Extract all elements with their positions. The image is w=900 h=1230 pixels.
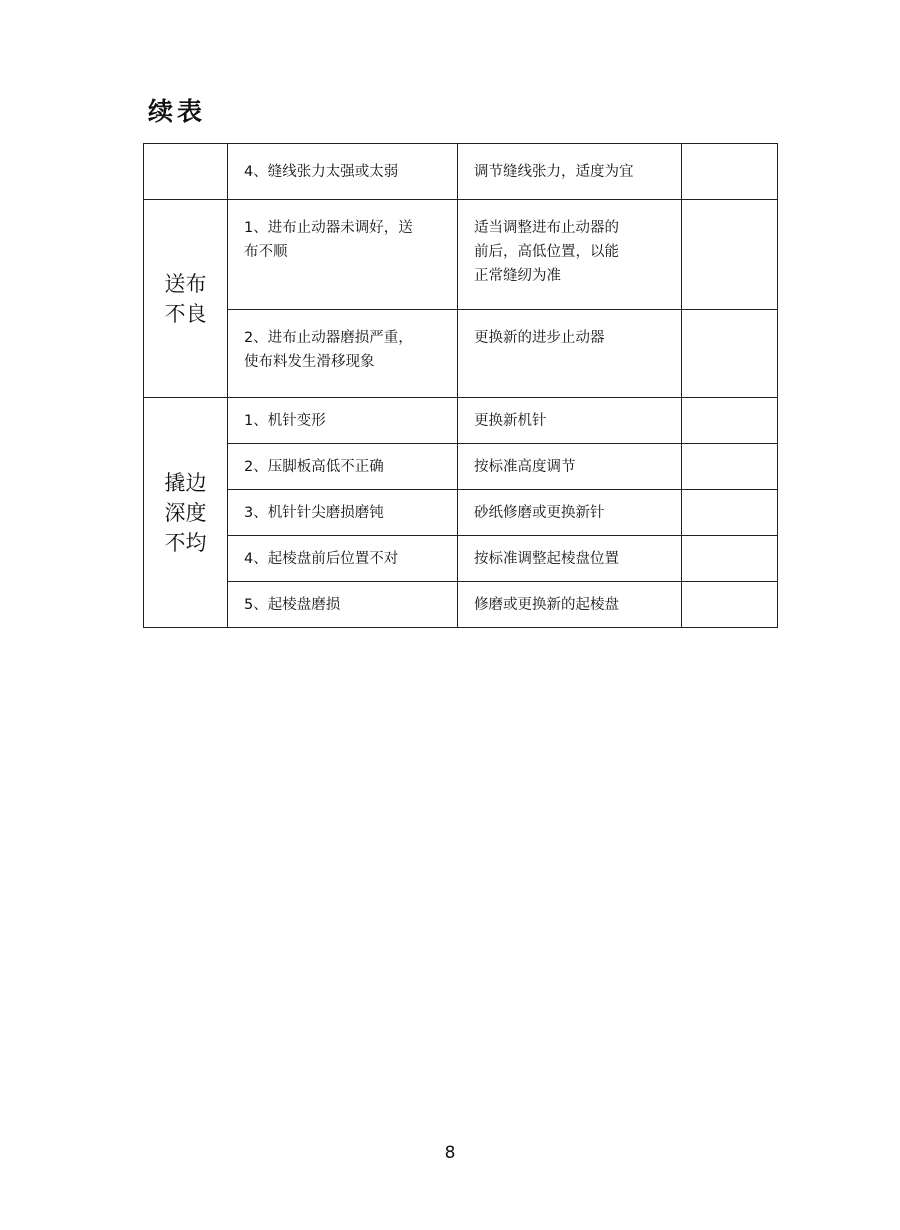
remedy-cell: 按标准高度调节 xyxy=(458,444,682,490)
remedy-cell: 调节缝线张力，适度为宜 xyxy=(458,144,682,200)
remedy-line: 正常缝纫为准 xyxy=(474,268,561,284)
cause-cell: 3、机针针尖磨损磨钝 xyxy=(228,490,458,536)
table-row xyxy=(144,490,778,536)
category-line: 撬边 xyxy=(164,470,207,495)
note-cell xyxy=(682,310,778,398)
remedy-cell: 更换新机针 xyxy=(458,398,682,444)
table-row xyxy=(144,398,778,444)
troubleshooting-table xyxy=(143,143,778,628)
page-number: 8 xyxy=(444,1143,456,1163)
category-cell-empty xyxy=(144,144,228,200)
cause-line: 2、进布止动器磨损严重， xyxy=(244,330,413,346)
note-cell xyxy=(682,200,778,310)
cause-cell: 2、压脚板高低不正确 xyxy=(228,444,458,490)
note-cell xyxy=(682,582,778,628)
remedy-cell: 修磨或更换新的起棱盘 xyxy=(458,582,682,628)
table-row xyxy=(144,310,778,398)
cause-cell: 4、缝线张力太强或太弱 xyxy=(228,144,458,200)
cause-cell: 5、起棱盘磨损 xyxy=(228,582,458,628)
note-cell xyxy=(682,398,778,444)
remedy-line: 适当调整进布止动器的 xyxy=(474,220,619,236)
category-cell-depth xyxy=(144,398,228,628)
remedy-line: 前后，高低位置，以能 xyxy=(474,244,619,260)
remedy-cell xyxy=(458,310,682,398)
cause-cell xyxy=(228,200,458,310)
category-line: 送布 xyxy=(164,271,207,296)
category-line: 深度 xyxy=(164,500,207,525)
cause-cell: 1、机针变形 xyxy=(228,398,458,444)
table-row xyxy=(144,582,778,628)
note-cell xyxy=(682,144,778,200)
cause-cell xyxy=(228,310,458,398)
table-row xyxy=(144,536,778,582)
remedy-cell: 按标准调整起棱盘位置 xyxy=(458,536,682,582)
category-line: 不良 xyxy=(164,301,207,326)
remedy-line: 更换新的进步止动器 xyxy=(474,330,605,346)
remedy-cell: 砂纸修磨或更换新针 xyxy=(458,490,682,536)
cause-cell: 4、起棱盘前后位置不对 xyxy=(228,536,458,582)
table-row xyxy=(144,144,778,200)
table-row xyxy=(144,444,778,490)
page-title: 续表 xyxy=(148,97,207,126)
category-line: 不均 xyxy=(164,530,207,555)
note-cell xyxy=(682,444,778,490)
category-cell-feed xyxy=(144,200,228,398)
table-row xyxy=(144,200,778,310)
cause-line: 布不顺 xyxy=(244,244,288,260)
remedy-cell xyxy=(458,200,682,310)
note-cell xyxy=(682,536,778,582)
cause-line: 使布料发生滑移现象 xyxy=(244,354,375,370)
cause-line: 1、进布止动器未调好，送 xyxy=(244,220,413,236)
note-cell xyxy=(682,490,778,536)
